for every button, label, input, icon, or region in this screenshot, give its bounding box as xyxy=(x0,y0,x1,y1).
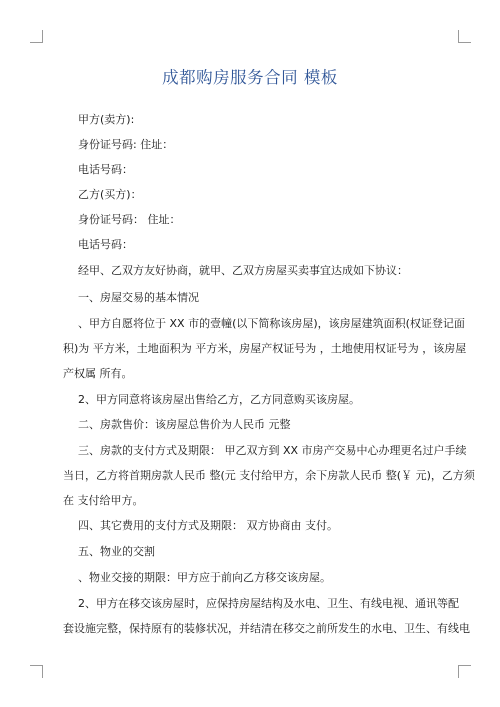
section-5-item-1: 、物业交接的期限：甲方应于前向乙方移交该房屋。 xyxy=(78,571,331,584)
section-3-paragraph-line: 当日，乙方将首期房款人民币 整(元 支付给甲方，余下房款人民币 整(￥ 元)，乙方须 xyxy=(63,469,475,482)
section-3-paragraph-line: 三、房款的支付方式及期限： 甲乙双方到 XX 市房产交易中心办理更名过户手续 xyxy=(78,444,467,457)
buyer-label: 乙方(买方)： xyxy=(78,188,142,201)
crop-mark-bottom-right xyxy=(458,665,471,678)
section-1-paragraph-line: 积)为 平方米，土地面积为 平方米，房屋产权证号为 ，土地使用权证号为 ，该房屋 xyxy=(63,342,467,355)
section-1-item-2: 2、甲方同意将该房屋出售给乙方，乙方同意购买该房屋。 xyxy=(78,393,360,406)
buyer-phone: 电话号码： xyxy=(78,238,133,251)
section-3-paragraph-line: 在 支付给甲方。 xyxy=(63,494,144,507)
crop-mark-top-right xyxy=(458,30,471,43)
seller-id-address: 身份证号码: 住址： xyxy=(78,138,174,151)
buyer-id-address: 身份证号码： 住址： xyxy=(78,213,181,226)
document-title: 成都购房服务合同 模板 xyxy=(162,68,338,87)
section-1-paragraph-line: 产权属 所有。 xyxy=(63,367,133,380)
section-5-heading: 五、物业的交割 xyxy=(78,545,155,558)
crop-mark-bottom-left xyxy=(30,665,43,678)
section-5-item-2-line: 套设施完整，保持原有的装修状况，并结清在移交之前所发生的水电、卫生、有线电 xyxy=(63,622,470,635)
section-5-item-2-line: 2、甲方在移交该房屋时，应保持房屋结构及水电、卫生、有线电视、通讯等配 xyxy=(78,597,459,610)
crop-mark-top-left xyxy=(30,30,43,43)
agreement-intro: 经甲、乙双方友好协商，就甲、乙双方房屋买卖事宜达成如下协议： xyxy=(78,264,408,277)
seller-phone: 电话号码： xyxy=(78,163,133,176)
section-1-paragraph-line: 、甲方自愿将位于 XX 市的壹幢(以下简称该房屋)，该房屋建筑面积(权证登记面 xyxy=(78,317,465,330)
section-2-price: 二、房款售价：该房屋总售价为人民币 元整 xyxy=(78,418,291,431)
seller-label: 甲方(卖方): xyxy=(78,113,135,126)
section-1-heading: 一、房屋交易的基本情况 xyxy=(78,291,199,304)
section-4-fees: 四、其它费用的支付方式及期限： 双方协商由 支付。 xyxy=(78,519,338,532)
